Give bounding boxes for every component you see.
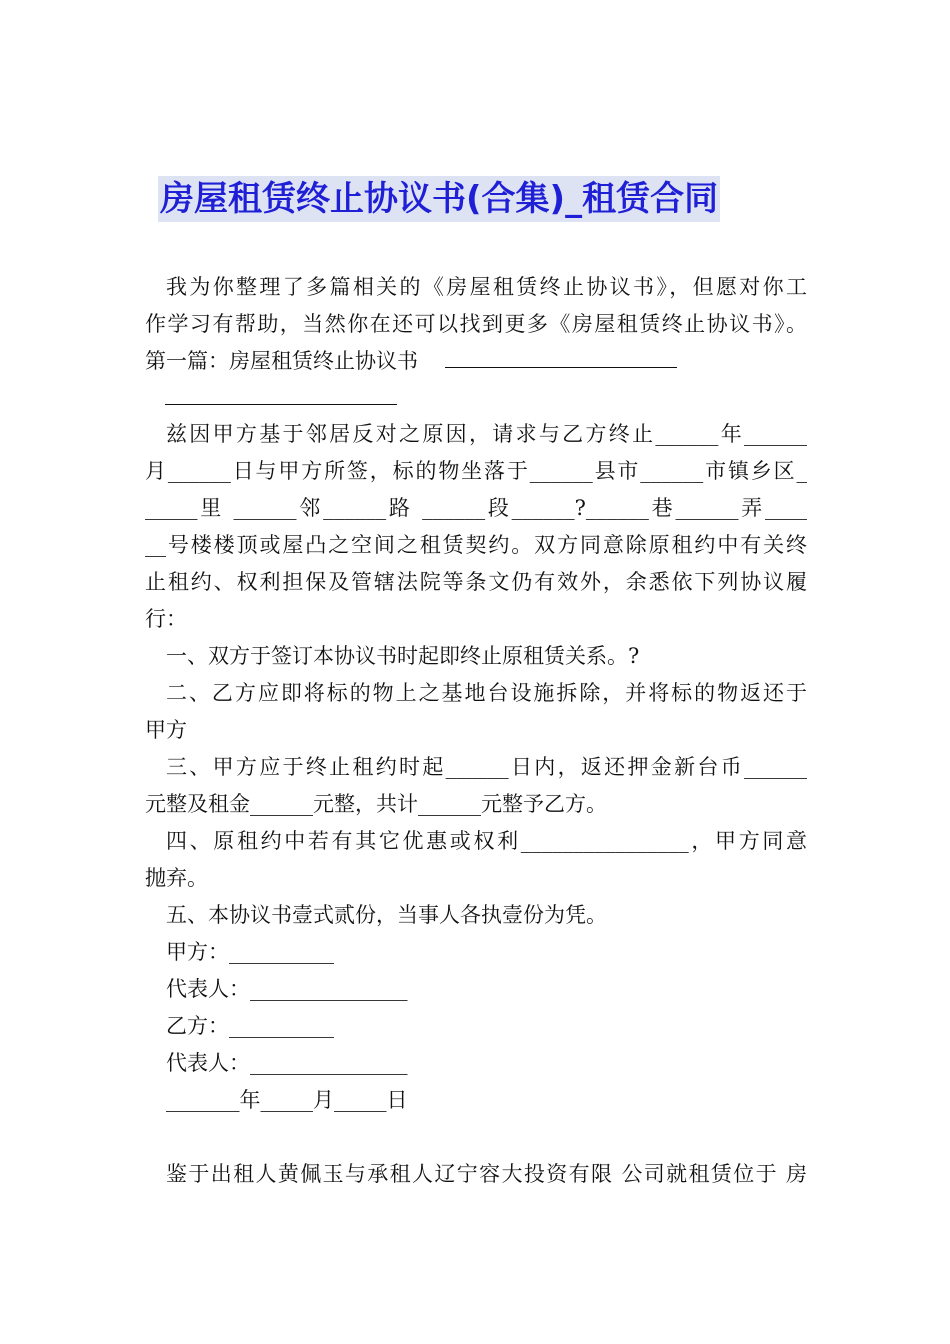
item-2-line-2: 甲方 [145, 718, 187, 742]
item-2-line-1: 二、乙方应即将标的物上之基地台设施拆除，并将标的物返还于 [166, 681, 807, 705]
party-a-line: 甲方：__________ [166, 940, 334, 964]
second-section-line-1: 鉴于出租人黄佩玉与承租人辽宁容大投资有限 公司就租赁位于 房 [166, 1162, 807, 1186]
heading-blank-1 [445, 343, 677, 368]
item-3-line-1: 三、甲方应于终止租约时起______日内，返还押金新台币______ [166, 755, 807, 779]
page-title: 房屋租赁终止协议书(合集)_租赁合同 [158, 176, 720, 222]
item-5: 五、本协议书壹式贰份，当事人各执壹份为凭。 [166, 903, 607, 927]
rep-b-line: 代表人：_______________ [166, 1051, 408, 1075]
intro-line-2: 作学习有帮助，当然你在还可以找到更多《房屋租赁终止协议书》。 [145, 312, 807, 336]
heading-blank-row [145, 380, 807, 417]
p1-line-4: __号楼楼顶或屋凸之空间之租赁契约。双方同意除原租约中有关终 [145, 533, 807, 557]
item-3-line-2: 元整及租金______元整，共计______元整予乙方。 [145, 792, 607, 816]
p1-line-5: 止租约、权利担保及管辖法院等条文仍有效外，余悉依下列协议履 [145, 570, 807, 594]
item-1: 一、双方于签订本协议书时起即终止原租赁关系。? [166, 644, 640, 668]
date-line: _______年_____月_____日 [166, 1088, 408, 1112]
p1-line-3: _____里 ______邻______路 ______段______?______巷______弄____ [145, 496, 807, 520]
heading-blank-2 [165, 380, 397, 405]
rep-a-line: 代表人：_______________ [166, 977, 408, 1001]
party-b-line: 乙方：__________ [166, 1014, 334, 1038]
item-4-line-2: 抛弃。 [145, 866, 208, 890]
p1-line-1: 兹因甲方基于邻居反对之原因，请求与乙方终止______年______ [166, 422, 807, 446]
section-heading [145, 343, 807, 380]
intro-line-1: 我为你整理了多篇相关的《房屋租赁终止协议书》，但愿对你工 [166, 275, 807, 299]
item-4-line-1: 四、原租约中若有其它优惠或权利________________，甲方同意 [166, 829, 807, 853]
p1-line-2: 月______日与甲方所签，标的物坐落于______县市______市镇乡区_ [145, 459, 807, 483]
p1-line-6: 行： [145, 607, 187, 631]
section-heading-text: 第一篇：房屋租赁终止协议书 [145, 349, 418, 373]
